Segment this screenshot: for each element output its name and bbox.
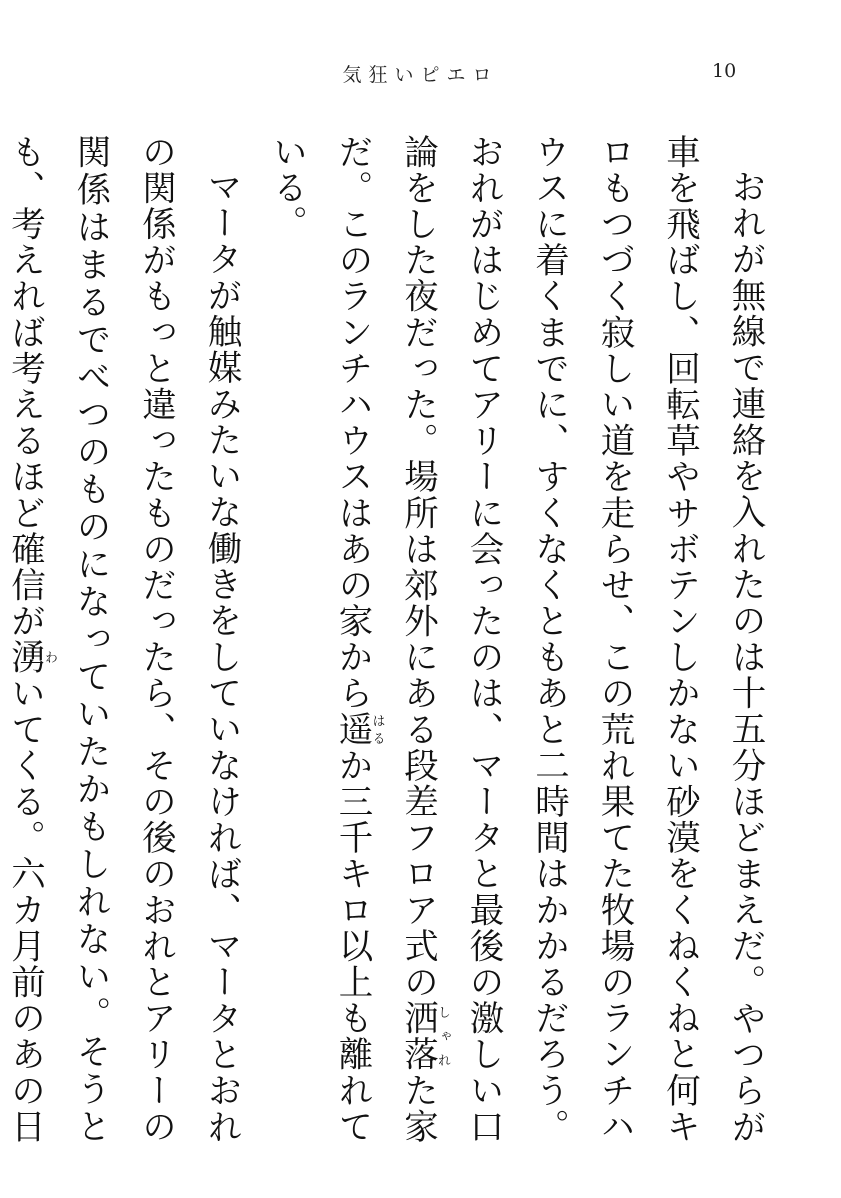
ruby-share-reading: しゃれ <box>435 1000 450 1072</box>
paragraph-1 <box>253 134 777 1144</box>
paragraph-1-text-c: か三千キロ以上も離れている。 <box>266 134 372 1145</box>
ruby-haru <box>332 711 385 748</box>
ruby-haru-reading: はる <box>369 711 385 747</box>
ruby-waku-base: 湧 <box>4 639 45 676</box>
paragraph-2-text-a: マータが触媒みたいな働きをしていなければ、マータとおれの関係がもっと違ったものだったら、その後のおれとアリーの関係はまるでべつのものになっていたかもしれない。そうとも、考えれば考えるほど確信が <box>4 134 241 1144</box>
running-head: 気狂いピエロ <box>342 64 499 86</box>
paragraph-1-text-a: おれが無線で連絡を入れたのは十五分ほどまえだ。やつらが車を飛ばし、回転草やサボテンしかない砂漠をくねくねと何キロもつづく寂しい道を走らせ、この荒れ果てた牧場のランチハウスに着くまでに、すくなくともあと二時間はかかるだろう。おれがはじめてアリーに会ったのは、マータと最後の激しい口論をした夜だった。場所は郊外にある段差フロア式の <box>397 134 765 1144</box>
paragraph-1-text-b: た家だ。このランチハウスはあの家から <box>332 134 438 1145</box>
paragraph-2 <box>0 134 253 1144</box>
ruby-share <box>397 1000 450 1073</box>
ruby-waku-reading: わ <box>42 639 57 675</box>
page-number: 10 <box>712 60 737 82</box>
ruby-share-base: 洒落 <box>397 1000 438 1073</box>
ruby-waku <box>4 639 57 676</box>
vertical-text-body <box>0 134 777 1144</box>
paragraph-2-text-b: いてくる。六カ月前のあの日 <box>4 675 45 1145</box>
ruby-haru-base: 遥 <box>332 711 372 748</box>
